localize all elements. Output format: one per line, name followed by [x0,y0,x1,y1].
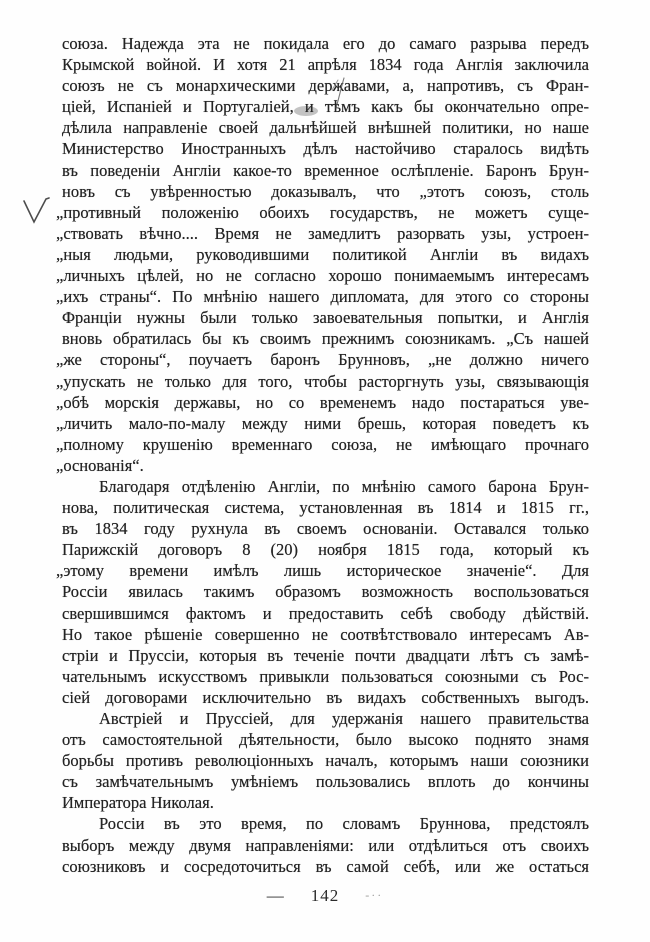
text-line: Но такое рѣшеніе совершенно не соотвѣтствовало интересамъ Ав- [62,624,589,644]
text-line: Россіи въ это время, по словамъ Бруннова, предстоялъ [99,814,589,834]
text-line: Крымской войной. И хотя 21 апрѣля 1834 года Англія заключила [62,55,589,75]
text-line: „ствовать вѣчно.... Время не замедлитъ разорвать узы, устроен- [56,223,589,243]
text-line: выборъ между двумя направленіями: или отдѣлиться отъ своихъ [62,835,589,855]
text-line: съ замѣчательнымъ умѣніемъ пользовались вплоть до кончины [62,772,589,792]
text-line: въ поведеніи Англіи какое-то временное ослѣпленіе. Баронъ Брун- [62,160,589,180]
page-number: 142 [310,886,340,905]
text-line: союзниковъ и сосредоточиться въ самой себѣ, или же остаться [62,856,589,876]
text-line: чательнымъ искусствомъ привыкли пользоваться союзными съ Рос- [62,666,589,686]
text-line: „противный положенію обоихъ государствъ, не можетъ суще- [56,202,589,222]
text-line: Парижскій договоръ 8 (20) ноября 1815 года, который къ [62,540,589,560]
text-line: въ 1834 году рухнула въ своемъ основаніи. Оставался только [62,519,589,539]
text-line: Благодаря отдѣленію Англіи, по мнѣнію самого барона Брун- [99,476,589,496]
text-line: союза. Надежда эта не покидала его до самаго разрыва передъ [62,34,589,53]
text-line: Императора Николая. [62,793,214,813]
text-line: дѣлила направленіе своей дальнѣйшей внѣшней политики, но наше [62,118,589,138]
text-block [56,33,589,877]
text-line: новъ съ увѣренностью доказывалъ, что „этотъ союзъ, столь [62,181,589,201]
footer-dash-left: — [266,886,285,905]
text-line: Министерство Иностранныхъ дѣлъ настойчиво старалось видѣть [62,139,589,159]
text-line: „полному крушенію временнаго союза, не имѣющаго прочнаго [56,434,589,454]
text-line: союзъ не съ монархическими державами, а, напротивъ, съ Фран- [62,76,589,96]
text-line: сіей договорами исключительно въ видахъ собственныхъ выгодъ. [62,687,589,707]
text-line: Россіи явилась такимъ образомъ возможность воспользоваться [62,582,589,602]
text-line: Франціи нужны были только завоевательныя попытки, и Англія [62,308,589,328]
text-line: „упускать не только для того, чтобы расторгнуть узы, связывающія [56,371,589,391]
text-line: „же стороны“, поучаетъ баронъ Брунновъ, „не должно ничего [56,350,589,370]
text-line: „личныхъ цѣлей, но не согласно хорошо понимаемымъ интересамъ [56,266,589,286]
text-line: „этому времени имѣлъ лишь историческое значеніе“. Для [56,561,589,581]
text-line: свершившимся фактомъ и предоставить себѣ свободу дѣйствій. [62,603,589,623]
text-line: борьбы противъ революціонныхъ началъ, которымъ наши союзники [62,751,589,771]
text-line: стріи и Пруссіи, которыя въ теченіе почти двадцати лѣтъ съ замѣ- [62,645,589,665]
footer-pencil-mark: -·· [365,888,384,902]
text-line: „основанія“. [56,455,144,475]
text-line: нова, политическая система, установленная въ 1814 и 1815 гг., [62,498,589,518]
text-line: Австріей и Пруссіей, для удержанія нашего правительства [99,709,589,728]
text-line: „обѣ морскія державы, но со временемъ надо постараться уве- [56,392,589,412]
text-line: „ихъ страны“. По мнѣнію нашего дипломата, для этого со стороны [56,287,589,307]
text-line: „ныя людьми, руководившими политикой Англіи въ видахъ [56,244,589,264]
page-footer [0,886,650,906]
margin-check-mark [24,198,49,222]
text-line: вновь обратилась бы къ своимъ прежнимъ союзникамъ. „Съ нашей [62,329,589,349]
text-line: отъ самостоятельной дѣятельности, было высоко поднято знамя [62,730,589,750]
text-line: „личить мало-по-малу между ними брешь, которая поведетъ къ [56,413,589,433]
text-line: ціей, Испаніей и Португаліей, и тѣмъ какъ бы окончательно опре- [62,97,589,117]
